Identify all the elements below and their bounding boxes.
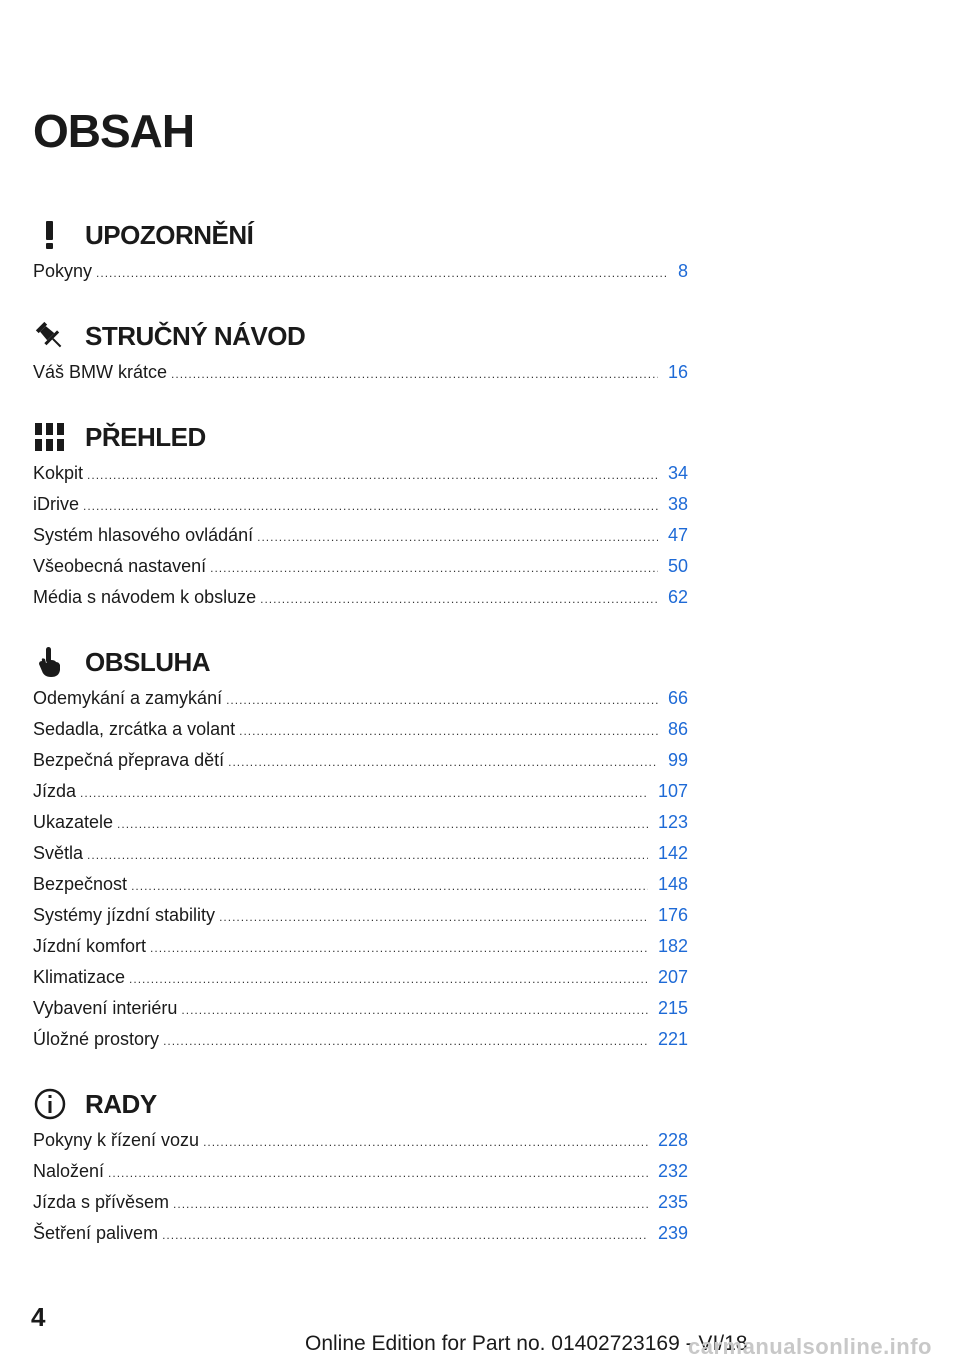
toc-entry[interactable] (33, 256, 688, 287)
toc-page-link[interactable]: 221 (657, 1029, 688, 1049)
section-title: STRUČNÝ NÁVOD (85, 320, 306, 351)
toc-page-link[interactable]: 50 (667, 556, 688, 576)
toc-page-link[interactable]: 8 (677, 261, 688, 281)
toc-leader-dots (210, 553, 658, 584)
toc-entry-label: Média s návodem k obsluze (33, 587, 257, 607)
toc-entry-label: Jízda (33, 781, 77, 801)
toc-leader-dots (162, 1220, 648, 1251)
page-number: 4 (31, 1302, 46, 1332)
toc-leader-dots (226, 685, 658, 716)
section-heading (33, 1083, 688, 1125)
toc-entry[interactable] (33, 931, 688, 962)
toc-entry[interactable] (33, 900, 688, 931)
grid-icon (33, 419, 69, 455)
toc-page-link[interactable]: 62 (667, 587, 688, 607)
toc-leader-dots (87, 840, 648, 871)
toc-entry-label: Jízdní komfort (33, 936, 147, 956)
toc-leader-dots (150, 933, 648, 964)
toc-entry[interactable] (33, 520, 688, 551)
toc-entry[interactable] (33, 869, 688, 900)
toc-page-link[interactable]: 16 (667, 362, 688, 382)
toc-leader-dots (83, 491, 658, 522)
toc-page-link[interactable]: 239 (657, 1223, 688, 1243)
toc-page-link[interactable]: 34 (667, 463, 688, 483)
toc-leader-dots (171, 359, 658, 390)
section-title: RADY (85, 1088, 157, 1119)
toc-entry-label: Světla (33, 843, 84, 863)
toc-page-link[interactable]: 38 (667, 494, 688, 514)
toc-entry[interactable] (33, 993, 688, 1024)
toc-entry-label: Klimatizace (33, 967, 126, 987)
toc-leader-dots (219, 902, 648, 933)
toc-entry[interactable] (33, 551, 688, 582)
toc-entry-label: Jízda s přívěsem (33, 1192, 170, 1212)
page-title: OBSAH (33, 105, 195, 157)
toc-leader-dots (163, 1026, 648, 1057)
toc-entry-label: Všeobecná nastavení (33, 556, 207, 576)
exclamation-icon (33, 217, 69, 253)
toc-leader-dots (181, 995, 648, 1026)
toc-page-link[interactable]: 235 (657, 1192, 688, 1212)
section-heading (33, 315, 688, 357)
toc-page-link[interactable]: 232 (657, 1161, 688, 1181)
toc-page-link[interactable]: 228 (657, 1130, 688, 1150)
toc-page-link[interactable]: 86 (667, 719, 688, 739)
toc-entry-label: Váš BMW krátce (33, 362, 168, 382)
toc-page-link[interactable]: 107 (657, 781, 688, 801)
toc-leader-dots (203, 1127, 648, 1158)
toc-entry-label: Naložení (33, 1161, 105, 1181)
toc-entry[interactable] (33, 807, 688, 838)
toc-leader-dots (173, 1189, 648, 1220)
watermark: carmanualsonline.info (688, 1334, 932, 1359)
toc-entry-label: Odemykání a zamykání (33, 688, 223, 708)
toc-leader-dots (257, 522, 658, 553)
toc-entry-label: iDrive (33, 494, 80, 514)
toc-leader-dots (131, 871, 648, 902)
section-heading (33, 641, 688, 683)
toc-entry-label: Pokyny (33, 261, 93, 281)
toc-entry-label: Šetření palivem (33, 1223, 159, 1243)
toc-entry-label: Sedadla, zrcátka a volant (33, 719, 236, 739)
toc-entry-label: Bezpečnost (33, 874, 128, 894)
toc-entry-label: Vybavení interiéru (33, 998, 178, 1018)
section-title: UPOZORNĚNÍ (85, 219, 254, 250)
toc-entry[interactable] (33, 962, 688, 993)
toc-page-link[interactable]: 148 (657, 874, 688, 894)
toc-page-link[interactable]: 215 (657, 998, 688, 1018)
toc-leader-dots (228, 747, 658, 778)
toc-entry-label: Systémy jízdní stability (33, 905, 216, 925)
toc-page-link[interactable]: 66 (667, 688, 688, 708)
toc-entry[interactable] (33, 838, 688, 869)
toc-entry[interactable] (33, 776, 688, 807)
footer-edition: Online Edition for Part no. 01402723169 - VI/18 (305, 1332, 748, 1355)
toc-page-link[interactable]: 123 (657, 812, 688, 832)
toc-page-link[interactable]: 142 (657, 843, 688, 863)
hand-pointer-icon (33, 644, 69, 680)
toc-entry[interactable] (33, 1125, 688, 1156)
table-of-contents (33, 214, 688, 1249)
pushpin-icon (33, 318, 69, 354)
toc-entry[interactable] (33, 458, 688, 489)
toc-page-link[interactable]: 47 (667, 525, 688, 545)
toc-entry-label: Systém hlasového ovládání (33, 525, 254, 545)
toc-entry[interactable] (33, 1218, 688, 1249)
toc-entry[interactable] (33, 714, 688, 745)
toc-entry[interactable] (33, 1187, 688, 1218)
toc-page-link[interactable]: 99 (667, 750, 688, 770)
toc-page-link[interactable]: 207 (657, 967, 688, 987)
toc-entry[interactable] (33, 357, 688, 388)
section-heading (33, 214, 688, 256)
toc-entry[interactable] (33, 1156, 688, 1187)
toc-entry-label: Ukazatele (33, 812, 114, 832)
section-title: PŘEHLED (85, 421, 206, 452)
toc-leader-dots (129, 964, 648, 995)
toc-entry-label: Kokpit (33, 463, 84, 483)
toc-entry[interactable] (33, 582, 688, 613)
toc-entry-label: Pokyny k řízení vozu (33, 1130, 200, 1150)
toc-leader-dots (260, 584, 658, 615)
info-circle-icon (33, 1086, 69, 1122)
section-title: OBSLUHA (85, 646, 211, 677)
toc-entry[interactable] (33, 489, 688, 520)
toc-leader-dots (87, 460, 658, 491)
toc-entry-label: Bezpečná přeprava dětí (33, 750, 225, 770)
section-heading (33, 416, 688, 458)
toc-entry[interactable] (33, 745, 688, 776)
toc-leader-dots (108, 1158, 648, 1189)
toc-entry-label: Úložné prostory (33, 1029, 160, 1049)
toc-entry[interactable] (33, 1024, 688, 1055)
toc-leader-dots (80, 778, 648, 809)
toc-leader-dots (239, 716, 658, 747)
toc-entry[interactable] (33, 683, 688, 714)
toc-page-link[interactable]: 182 (657, 936, 688, 956)
toc-leader-dots (96, 258, 668, 289)
toc-page-link[interactable]: 176 (657, 905, 688, 925)
toc-leader-dots (117, 809, 648, 840)
